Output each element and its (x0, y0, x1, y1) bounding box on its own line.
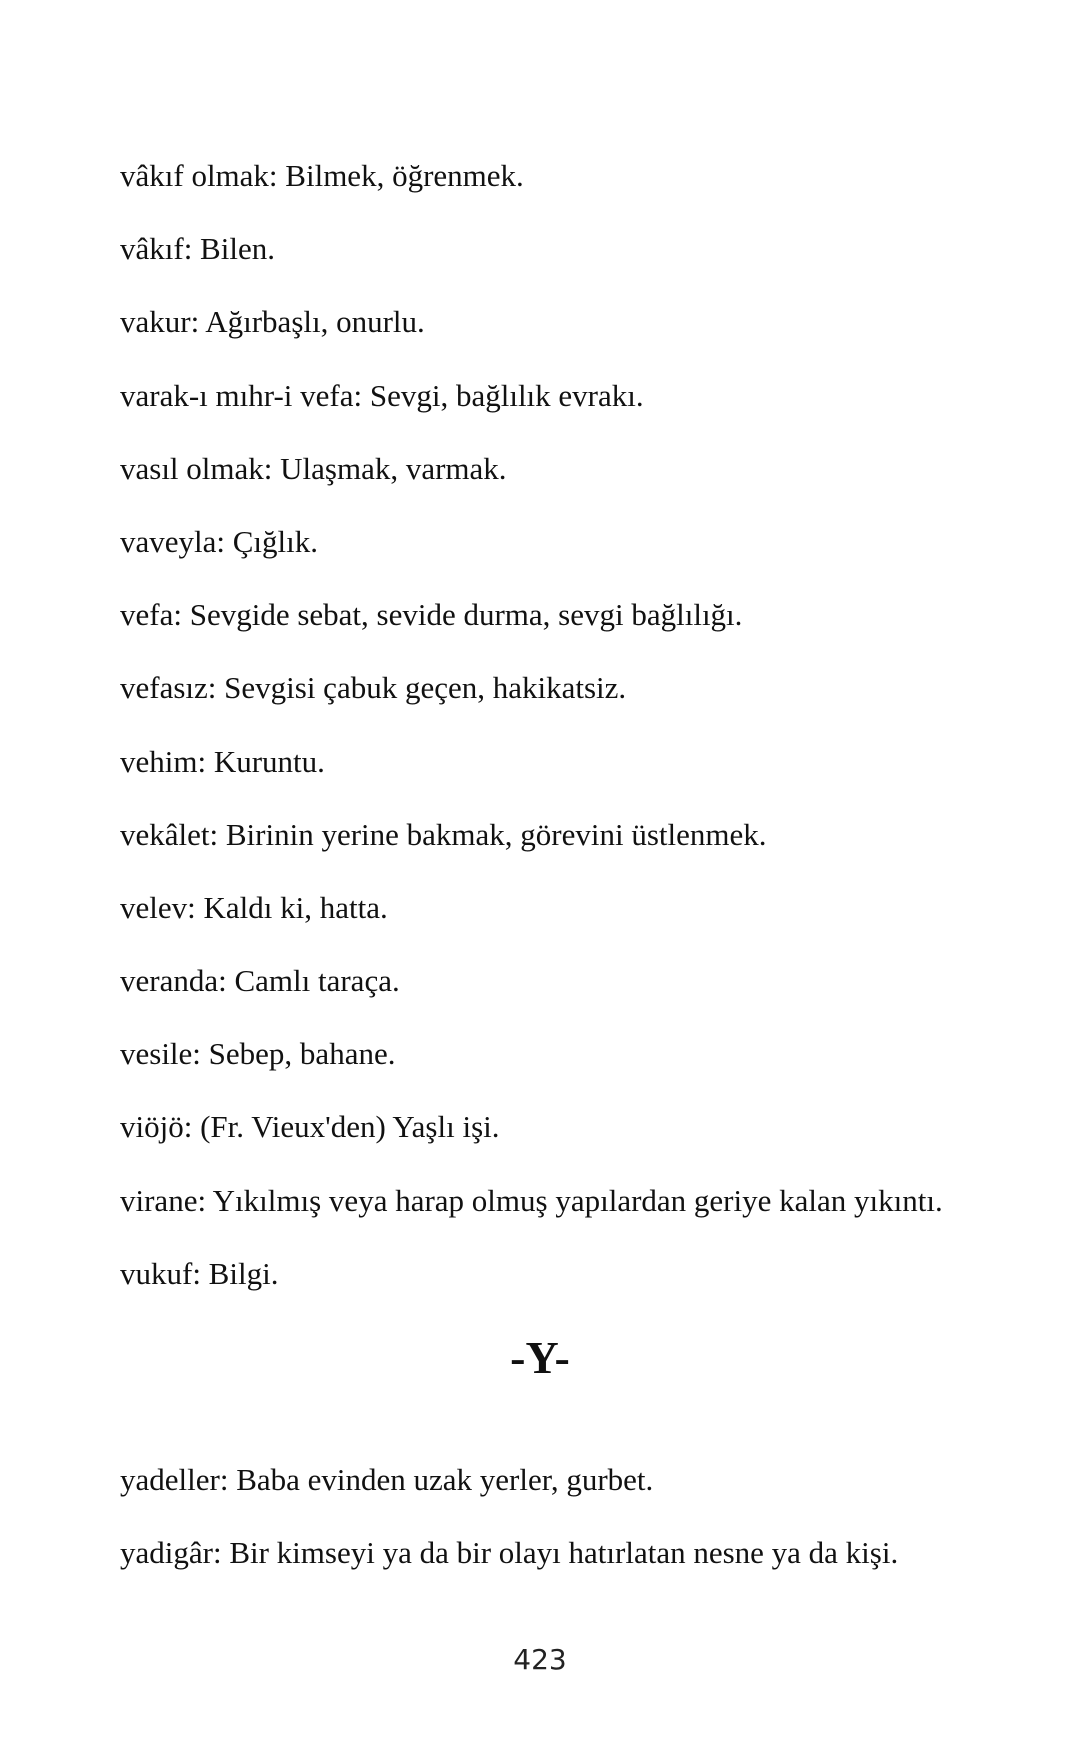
glossary-entry: vasıl olmak: Ulaşmak, varmak. (120, 450, 507, 486)
glossary-entry: yadigâr: Bir kimseyi ya da bir olayı hatırlatan nesne ya da kişi. (120, 1535, 899, 1571)
glossary-entry: vehim: Kuruntu. (120, 743, 325, 779)
glossary-entry: virane: Yıkılmış veya harap olmuş yapılardan geriye kalan yıkıntı. (120, 1182, 943, 1218)
glossary-entry: vaveyla: Çığlık. (120, 523, 319, 559)
section-heading-y: -Y- (510, 1332, 570, 1383)
glossary-list-v (120, 152, 1020, 1323)
glossary-entry: velev: Kaldı ki, hatta. (120, 889, 388, 925)
glossary-entry: varak-ı mıhr-i vefa: Sevgi, bağlılık evrakı. (120, 377, 644, 413)
glossary-entry: vâkıf: Bilen. (120, 231, 275, 267)
glossary-entry: vâkıf olmak: Bilmek, öğrenmek. (120, 158, 524, 193)
glossary-entry: veranda: Camlı taraça. (120, 963, 400, 999)
glossary-entry: vefa: Sevgide sebat, sevide durma, sevgi bağlılığı. (120, 597, 743, 633)
glossary-entry: vukuf: Bilgi. (120, 1255, 279, 1291)
glossary-entry: yadeller: Baba evinden uzak yerler, gurbet. (120, 1462, 654, 1497)
glossary-entry: vesile: Sebep, bahane. (120, 1036, 396, 1072)
glossary-entry: vekâlet: Birinin yerine bakmak, görevini üstlenmek. (120, 816, 767, 852)
glossary-list-y (120, 1456, 1020, 1602)
page-number: 423 (513, 1643, 567, 1676)
glossary-entry: vakur: Ağırbaşlı, onurlu. (120, 304, 425, 340)
glossary-entry: vefasız: Sevgisi çabuk geçen, hakikatsiz. (120, 670, 627, 706)
glossary-entry: viöjö: (Fr. Vieux'den) Yaşlı işi. (120, 1109, 500, 1145)
